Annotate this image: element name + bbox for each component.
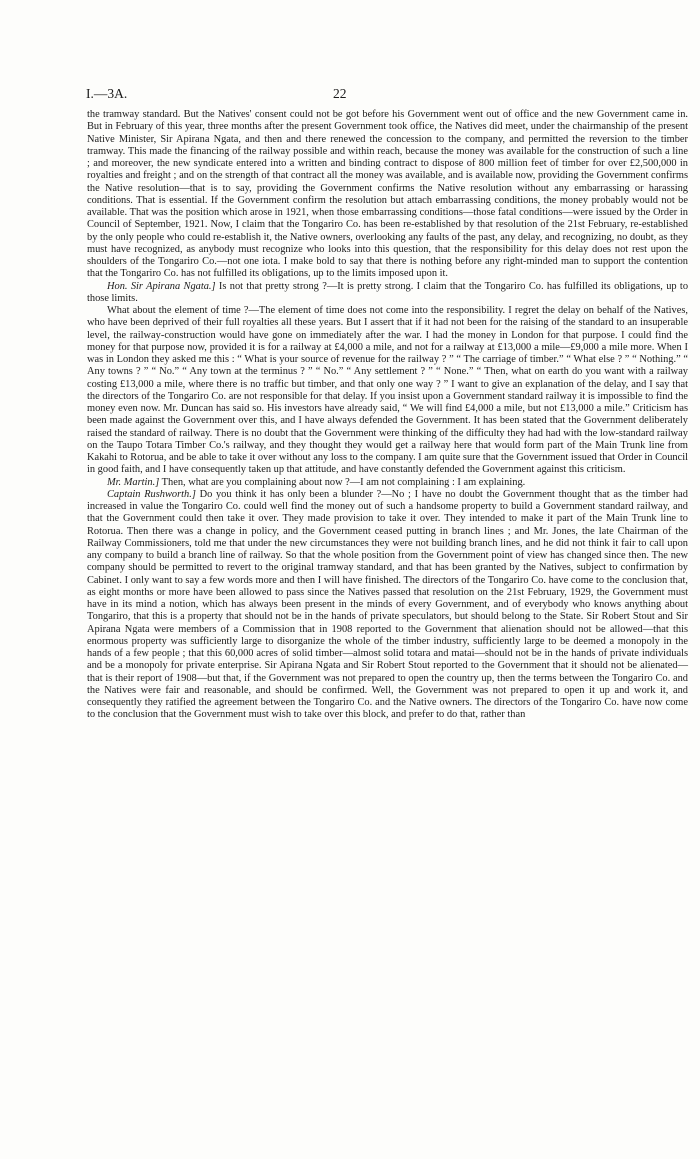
paragraph-text: the tramway standard. But the Natives' consent could not be got before his Government went out of office and the new Government came in. But in February of this year, three months after the present Government took office, the Natives did meet, under the chairmanship of the present Native Minister, Sir Apirana Ngata, and then and there renewed the concession to the company, and permitted the reversion to the timber tramway. This made the financing of the railway possible and within reach, because the money was available for the construction of such a line ; and moreover, the new syndicate entered into a written and binding contract to dispose of 800 million feet of timber for over £2,500,000 in royalties and freight ; and on the strength of that contract all the money was available, and is available now, providing the Government confirms the Native resolution—that is to say, providing the Government confirms the Native resolution without any embarrassing or harassing conditions. That is essential. If the Government confirm the resolution but attach embarrassing conditions, the money probably would not be available. That was the position which arose in 1921, when those embarrassing conditions—those fatal conditions—were issued by the Order in Council of September, 1921. Now, I claim that the Tongariro Co. has been re-established by that resolution of the 21st February, re-established by the only people who could re-establish it, the Native owners, overlooking any faults of the past, any delay, and recognizing, no doubt, as they must have recognized, as anybody must recognize who looks into this question, that the responsibility for this delay does not rest upon the shoulders of the Tongariro Co.—not one iota. I make bold to say that there is nothing before any right-minded man to support the contention that the Tongariro Co. has not fulfilled its obligations, up to the limits imposed upon it.	[87, 109, 688, 280]
page-number: 22	[333, 86, 347, 101]
paragraph	[87, 477, 688, 489]
paragraph-text: Do you think it has only been a blunder ?—No ; I have no doubt the Government thought that as the timber had increased in value the Tongariro Co. could well find the money out of such a handsome property to build a Government standard railway, and that the Government could then take it over. They made provision to take it over. They intended to make it part of the Main Trunk line to Rotorua. Then there was a change in policy, and the Government ceased putting in branch lines ; and Mr. Jones, the late Chairman of the Railway Commissioners, told me that under the new circumstances they were not building branch lines, and he did not think it fair to call upon any company to build a branch line of railway. So that the whole position from the Government point of view has changed since then. The new company should be permitted to revert to the original tramway standard, and that has been granted by the Natives, subject to confirmation by Cabinet. I only want to say a few words more and then I will have finished. The directors of the Tongariro Co. have come to the conclusion that, as eight months or more have been allowed to pass since the Natives passed that resolution on the 21st February, 1929, the Government must have in its mind a notion, which has always been present in the minds of every Government, and of everybody who knows anything about Tongariro, that this is a property that should not be in the hands of private speculators, but should belong to the State. Sir Robert Stout and Sir Apirana Ngata were members of a Commission that in 1908 reported to the Government that alienation should not be allowed—that this enormous property was sufficiently large to disorganize the whole of the timber industry, sufficiently large to be deemed a monopoly in the hands of a few people ; that this 60,000 acres of solid timber—almost solid totara and matai—should not be in the hands of private individuals and be a monopoly for private enterprise. Sir Apirana Ngata and Sir Robert Stout reported to the Government that it should not be alienated—that is their report of 1908—but that, if the Government was not prepared to open the country up, then the terms between the Tongariro Co. and the Natives were fair and reasonable, and should be confirmed. Well, the Government was not prepared to open it up and work it, and consequently they ratified the agreement between the Tongariro Co. and the Native owners. The directors of the Tongariro Co. have now come to the conclusion that the Government must wish to take over this block, and prefer to do that, rather than	[87, 488, 688, 721]
paragraph	[87, 305, 688, 477]
paragraph-text: Then, what are you complaining about now ?—I am not complaining : I am explaining.	[159, 476, 526, 488]
paragraph-text: Is not that pretty strong ?—It is pretty strong. I claim that the Tongariro Co. has fulfilled its obligations, up to those limits.	[87, 280, 689, 304]
body-text	[87, 109, 688, 722]
paragraph	[87, 109, 688, 281]
paragraph	[87, 489, 688, 722]
speaker-name: Captain Rushworth.]	[107, 488, 196, 500]
document-reference: I.—3A.	[86, 86, 128, 101]
speaker-name: Hon. Sir Apirana Ngata.]	[107, 280, 216, 292]
paragraph	[87, 281, 688, 306]
paragraph-text: What about the element of time ?—The element of time does not come into the responsibility. I regret the delay on behalf of the Natives, who have been deprived of their full royalties all these years. But I assert that if it had not been for the raising of the standard to an insuperable level, the railway-construction would have gone on immediately after the war. I had the money in London for that purpose. I could find the money for that purpose now, provided it is for a railway at £4,000 a mile, and not for a railway at £13,000 a mile—£9,000 a mile more. When I was in London they asked me this : “ What is your source of revenue for the railway ? ” “ The carriage of timber.” “ What else ? ” “ Nothing.” “ Any towns ? ” “ No.” “ Any town at the terminus ? ” “ No.” “ Any settlement ? ” “ None.” “ Then, what on earth do you want with a railway costing £13,000 a mile, where there is no traffic but timber, and that only one way ? ” I want to give an explanation of the delay, and I say that the directors of the Tongariro Co. are not responsible for that delay. If you insist upon a Government standard railway it is impossible to find the money even now. Mr. Duncan has said so. His investors have already said, “ We will find £4,000 a mile, but not £13,000 a mile.” Criticism has been made against the Government over this, and I have always defended the Government. It has been stated that the Government deliberately raised the standard of railway. There is no doubt that the Government were thinking of the difficulty they had had with the low-standard railway on the Taupo Totara Timber Co.'s railway, and they thought they would get a railway here that would form part of the Main Trunk line from Kakahi to Rotorua, and be able to take it over without any loss to the company. I am quite sure that the Government issued that Order in Council in good faith, and I have consequently taken up that attitude, and have constantly defended the Government against this criticism.	[87, 305, 688, 476]
page-header	[86, 86, 688, 106]
speaker-name: Mr. Martin.]	[107, 476, 160, 488]
